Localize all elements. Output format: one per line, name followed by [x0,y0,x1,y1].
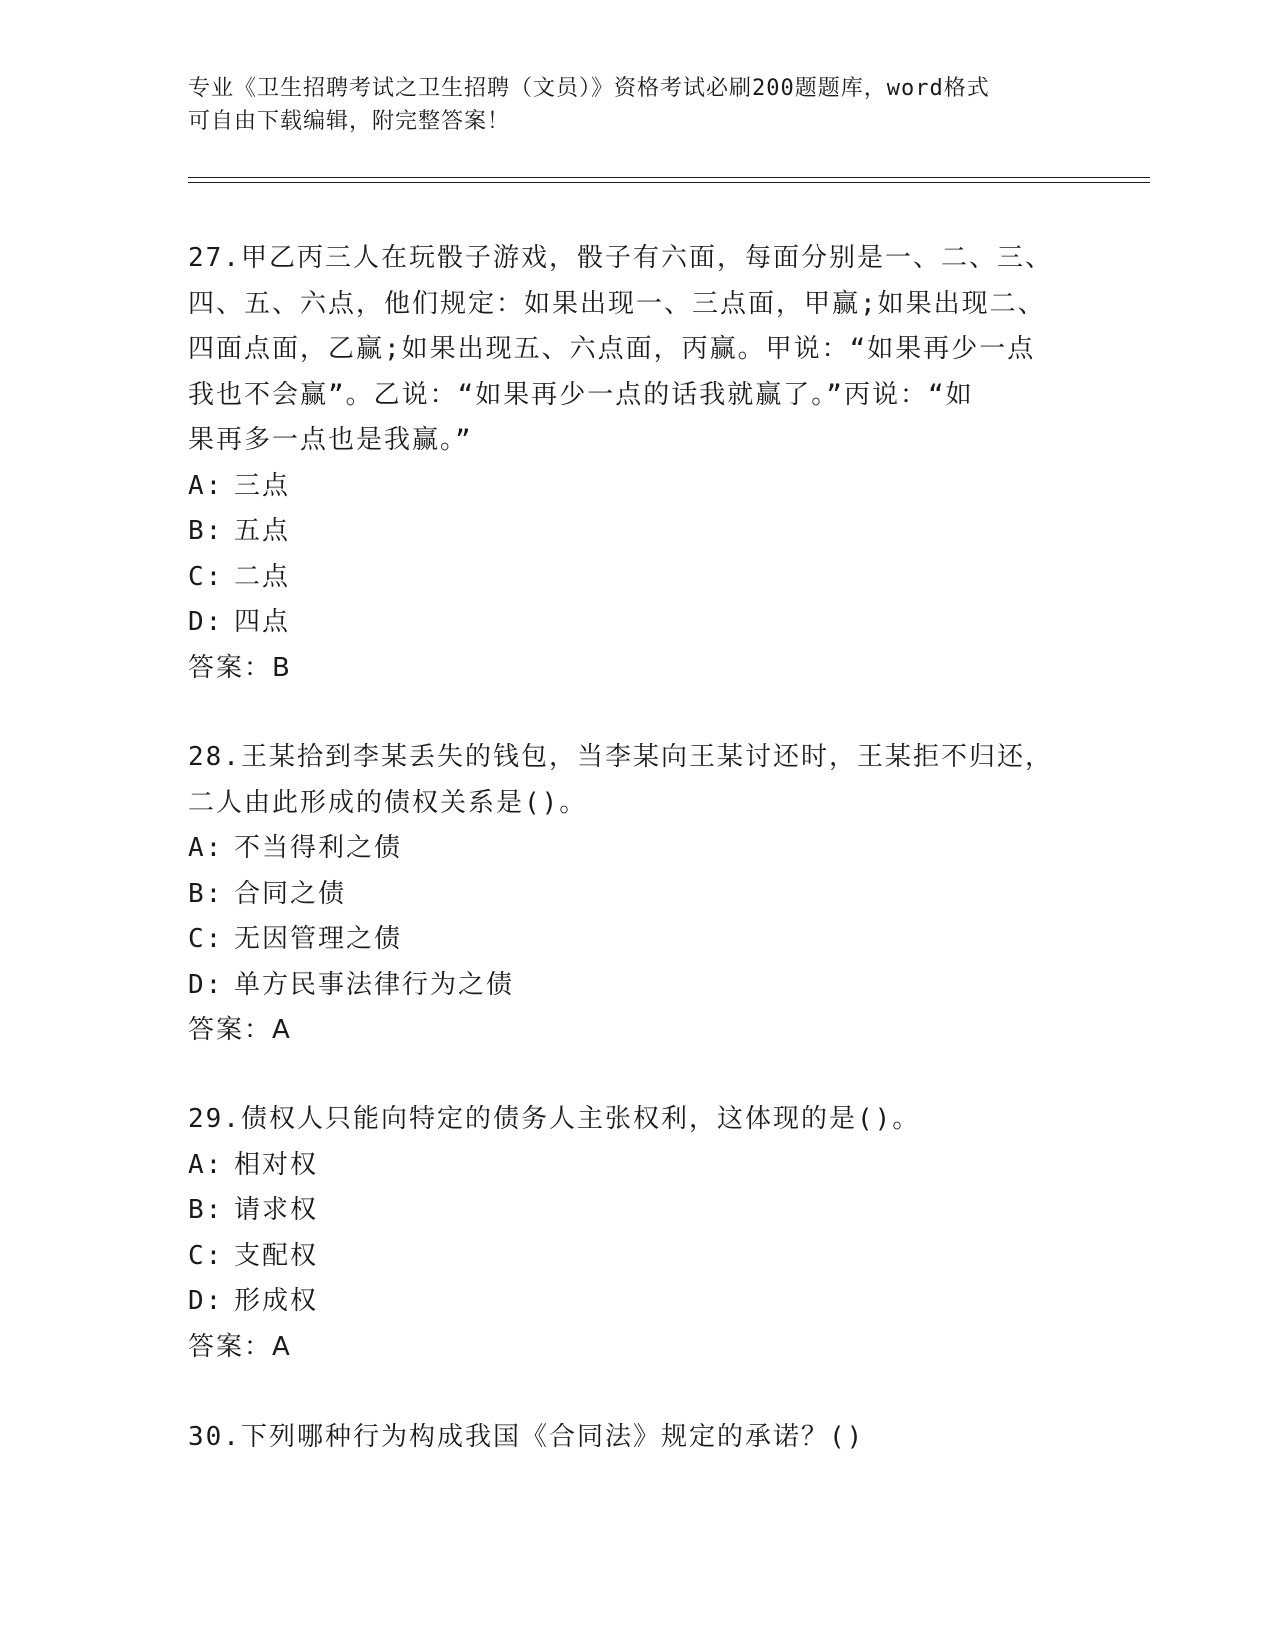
header-line-2: 可自由下载编辑，附完整答案！ [188,109,511,134]
option-d [188,1279,1078,1325]
option-letter: C: [188,924,224,954]
option-text: 合同之债 [234,878,347,909]
question-27 [188,236,1078,691]
option-letter: D: [188,969,224,1000]
option-letter: C: [188,1240,224,1271]
option-text: 三点 [234,470,291,501]
option-letter: A: [188,833,224,863]
question-stem-line: 28.王某拾到李某丢失的钱包，当李某向王某讨还时，王某拒不归还， [188,742,1053,772]
option-a [188,464,1078,510]
option-text: 单方民事法律行为之债 [234,969,515,1000]
option-text: 二点 [234,561,291,592]
option-a [188,1143,1078,1189]
answer-line: 答案：A [188,1015,292,1045]
question-29 [188,1097,1078,1370]
option-letter: D: [188,1286,224,1316]
option-letter: D: [188,607,224,637]
option-text: 支配权 [234,1240,319,1271]
option-text: 形成权 [234,1286,319,1316]
header-divider-top [188,177,1150,178]
option-b [188,509,1078,555]
option-text: 请求权 [234,1195,319,1225]
header-divider-bottom [188,182,1150,183]
option-b [188,1188,1078,1234]
question-stem-line: 二人由此形成的债权关系是()。 [188,787,588,818]
option-c [188,917,1078,963]
option-a [188,826,1078,872]
question-28 [188,735,1078,1054]
option-letter: C: [188,561,224,592]
header-line-1: 专业《卫生招聘考试之卫生招聘（文员）》资格考试必刷200题题库，word格式 [188,76,990,101]
question-stem-line: 27.甲乙丙三人在玩骰子游戏，骰子有六面，每面分别是一、二、三、 [188,243,1053,273]
question-stem-line: 四、五、六点，他们规定：如果出现一、三点面，甲赢;如果出现二、 [188,288,1046,319]
option-d [188,963,1078,1009]
option-letter: B: [188,516,224,546]
option-c [188,555,1078,601]
option-text: 五点 [234,516,291,546]
option-d [188,600,1078,646]
document-header [188,72,1088,138]
question-stem-line: 四面点面，乙赢;如果出现五、六点面，丙赢。甲说：“如果再少一点 [188,334,1036,364]
option-c [188,1234,1078,1280]
question-stem-line: 果再多一点也是我赢。” [188,425,473,455]
option-b [188,872,1078,918]
question-stem-line: 30.下列哪种行为构成我国《合同法》规定的承诺？() [188,1422,865,1452]
option-letter: B: [188,878,224,909]
option-text: 相对权 [234,1149,319,1180]
question-stem-line: 29.债权人只能向特定的债务人主张权利，这体现的是()。 [188,1104,921,1134]
option-text: 四点 [234,607,291,637]
question-30 [188,1415,1078,1461]
option-letter: A: [188,1149,224,1180]
option-text: 无因管理之债 [234,924,403,954]
answer-line: 答案：B [188,652,292,683]
option-letter: B: [188,1195,224,1225]
option-letter: A: [188,470,224,501]
answer-line: 答案：A [188,1331,292,1362]
option-text: 不当得利之债 [234,833,403,863]
question-stem-line: 我也不会赢”。乙说：“如果再少一点的话我就赢了。”丙说：“如 [188,379,974,410]
